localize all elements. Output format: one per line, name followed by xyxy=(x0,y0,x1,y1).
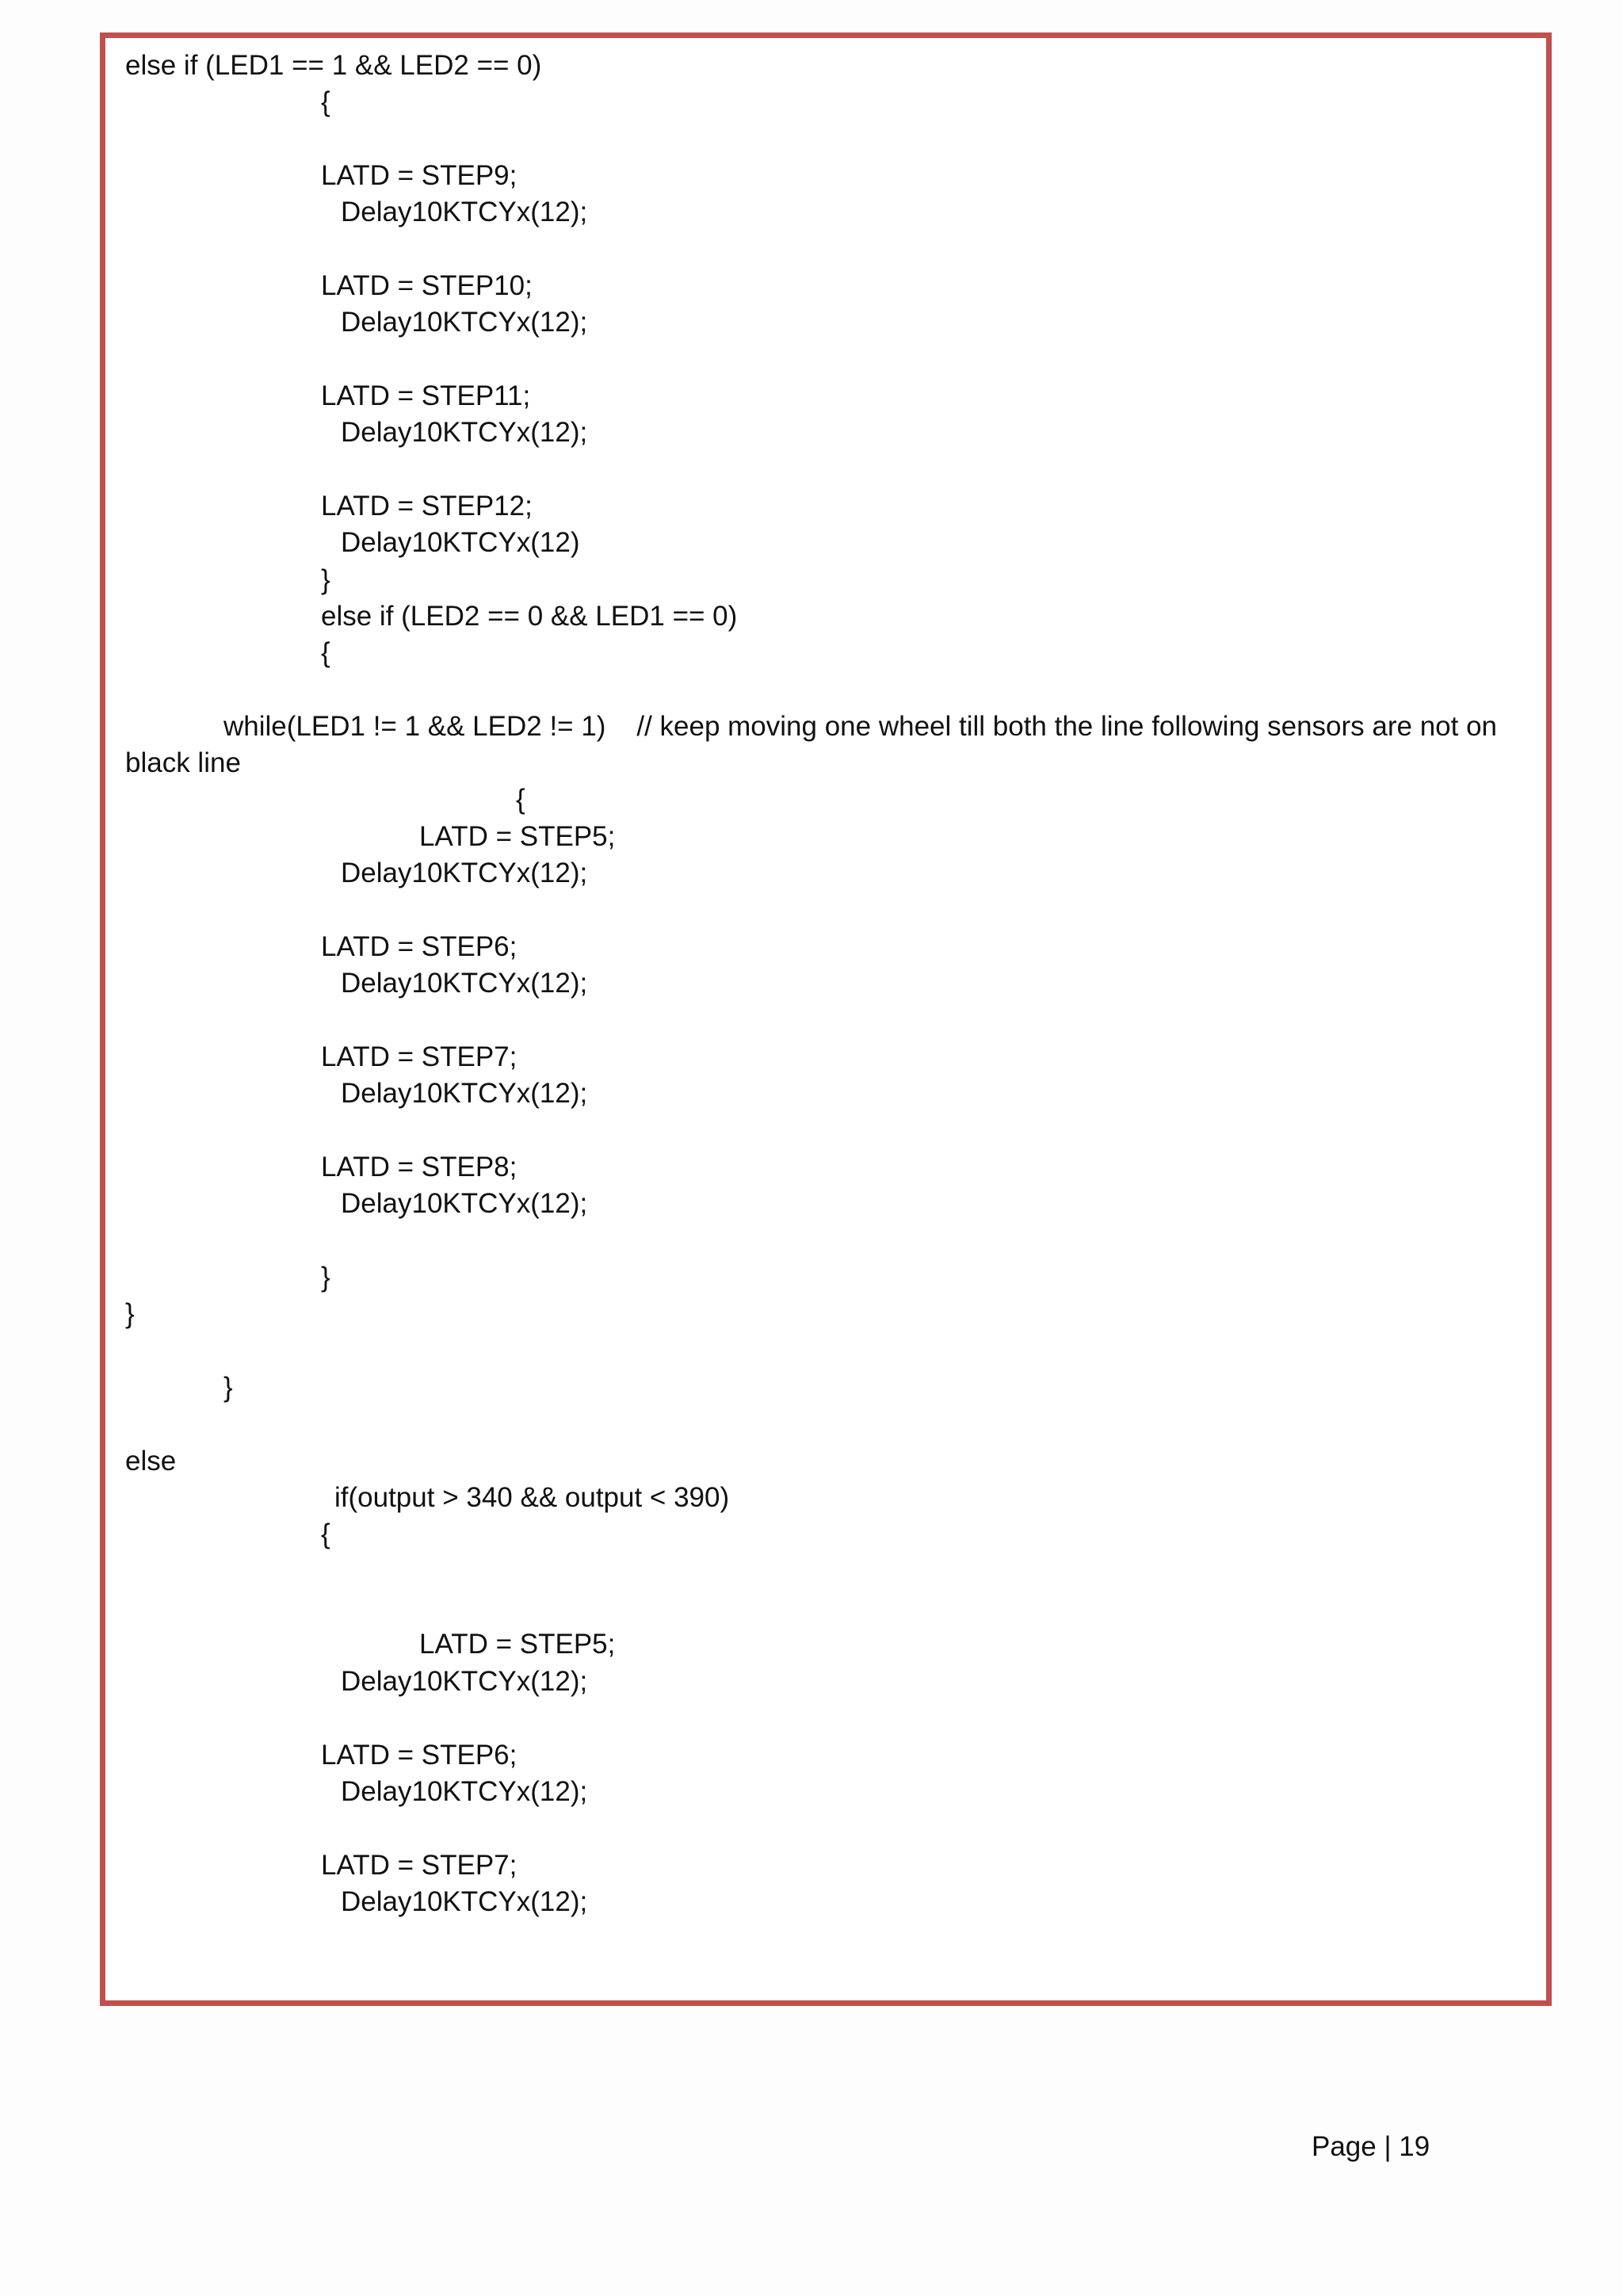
code-line: } xyxy=(125,1298,135,1329)
code-line: { xyxy=(321,1519,330,1549)
code-line: if(output > 340 && output < 390) xyxy=(334,1482,730,1513)
code-line: LATD = STEP9; xyxy=(321,160,517,191)
code-line: } xyxy=(223,1372,233,1403)
code-line: Delay10KTCYx(12); xyxy=(341,197,588,227)
code-line: } xyxy=(321,1262,330,1293)
code-line: LATD = STEP6; xyxy=(321,1740,517,1771)
code-line: { xyxy=(321,637,330,668)
code-line: Delay10KTCYx(12) xyxy=(341,527,580,558)
page-number: Page | 19 xyxy=(1312,2131,1430,2162)
code-line: LATD = STEP8; xyxy=(321,1152,517,1182)
code-line: black line xyxy=(125,747,241,778)
code-line: } xyxy=(321,564,330,595)
code-line: LATD = STEP12; xyxy=(321,491,533,521)
code-line: LATD = STEP5; xyxy=(419,1629,616,1660)
code-line: Delay10KTCYx(12); xyxy=(341,1666,588,1697)
code-line: Delay10KTCYx(12); xyxy=(341,417,588,448)
code-line: Delay10KTCYx(12); xyxy=(341,1078,588,1109)
code-line: Delay10KTCYx(12); xyxy=(341,858,588,888)
code-line: { xyxy=(321,86,330,117)
code-line: LATD = STEP11; xyxy=(321,380,531,411)
code-line: LATD = STEP10; xyxy=(321,270,533,301)
code-line: LATD = STEP7; xyxy=(321,1850,517,1881)
code-line: LATD = STEP5; xyxy=(419,821,616,852)
code-listing-frame xyxy=(100,32,1552,2006)
code-line: Delay10KTCYx(12); xyxy=(341,1776,588,1807)
code-line: else if (LED2 == 0 && LED1 == 0) xyxy=(321,601,738,632)
code-line: LATD = STEP6; xyxy=(321,931,517,962)
code-line: Delay10KTCYx(12); xyxy=(341,968,588,999)
code-line: { xyxy=(516,784,525,815)
code-line: else if (LED1 == 1 && LED2 == 0) xyxy=(125,50,542,81)
code-line: Delay10KTCYx(12); xyxy=(341,1188,588,1219)
code-line: while(LED1 != 1 && LED2 != 1) // keep moving one wheel till both the line following sensors are not on xyxy=(223,711,1498,742)
code-line: LATD = STEP7; xyxy=(321,1041,517,1072)
code-line: Delay10KTCYx(12); xyxy=(341,1886,588,1917)
code-line: Delay10KTCYx(12); xyxy=(341,307,588,338)
code-line: else xyxy=(125,1446,177,1477)
